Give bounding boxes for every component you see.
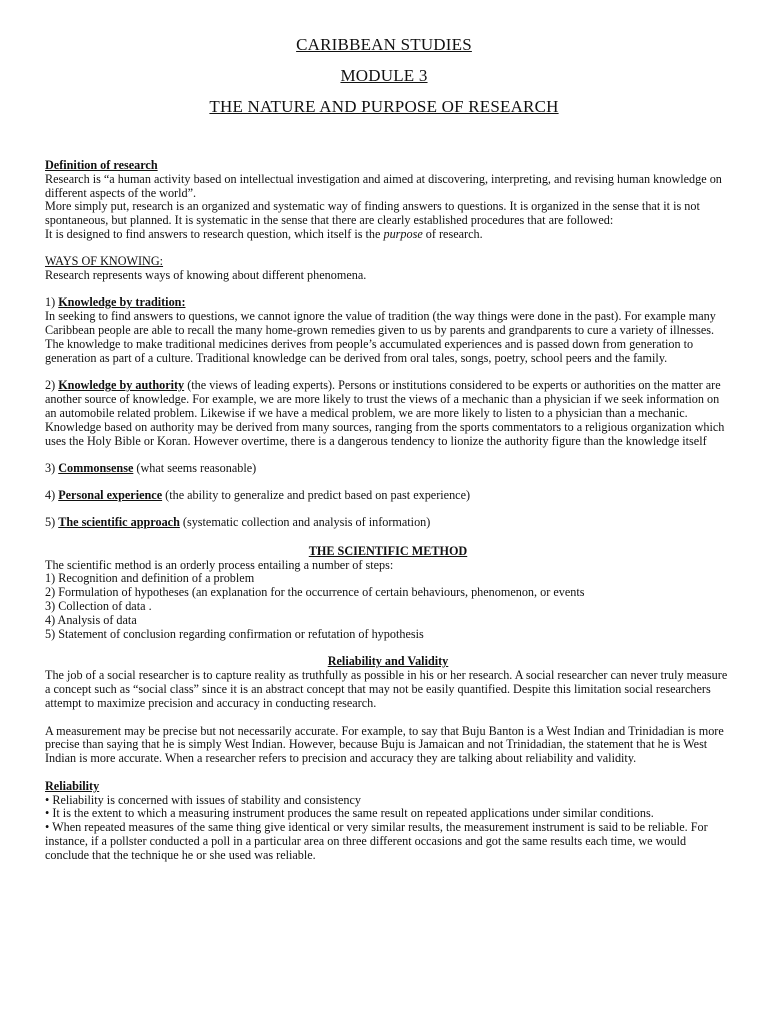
personal-text: (the ability to generalize and predict based on past experience) [162, 488, 471, 503]
commonsense-number: 3) [45, 461, 59, 476]
reliability-validity-paragraph-1: The job of a social researcher is to capture reality as truthfully as possible in his or her research. A social researcher can never truly measure a concept such as “social class” since it is an abstract concept that may not be easily quantified. Despite this limitation social researchers attempt to maximize precision and accuracy in conducting research. [45, 668, 728, 710]
commonsense-text: (what seems reasonable) [133, 461, 257, 476]
tradition-title: Knowledge by tradition: [58, 295, 186, 310]
tradition-number: 1) [45, 295, 59, 310]
topic-title: THE NATURE AND PURPOSE OF RESEARCH [209, 97, 559, 116]
personal-experience-item [45, 489, 731, 503]
reliability-validity-paragraph-2: A measurement may be precise but not necessarily accurate. For example, to say that Buju Banton is a West Indian and Trinidadian is more precise than saying that he is simply West Indian. However, because Buju is Jamaican and not Trinidadian, the statement that he is West Indian is more accurate. When a researcher refers to precision and accuracy they are talking about reliability and validity. [45, 723, 724, 766]
personal-title: Personal experience [58, 488, 163, 503]
definition-paragraph-1: Research is “a human activity based on intellectual investigation and aimed at discovering, interpreting, and revising human knowledge on different aspects of the world”. [45, 171, 722, 200]
authority-number: 2) [45, 378, 59, 393]
definition-paragraph-2: More simply put, research is an organized and systematic way of finding answers to questions. It is organized in the sense that it is not spontaneous, but planned. It is systematic in the sense that there are clearly established procedures that are followed: [45, 199, 700, 228]
scientific-approach-item [45, 516, 731, 530]
document-body [45, 159, 731, 863]
purpose-text-before: It is designed to find answers to research question, which itself is the [45, 226, 384, 241]
ways-intro: Research represents ways of knowing about different phenomena. [45, 267, 367, 282]
reliability-bullet: • When repeated measures of the same thing give identical or very similar results, the measurement instrument is said to be reliable. For instance, if a pollster conducted a poll in a particular area on three different occasions and got the same results each time, we would conclude that the technique he or she used was reliable. [45, 820, 708, 862]
method-step: 5) Statement of conclusion regarding confirmation or refutation of hypothesis [45, 626, 424, 641]
tradition-paragraph: In seeking to find answers to questions, we cannot ignore the value of tradition (the way things were done in the past). For example many Caribbean people are able to recall the many home-grown remedies given to us by parents and grandparents to cure a variety of illnesses. The knowledge to make traditional medicines derives from people’s accumulated experiences and is passed down from generation to generation as part of a culture. Traditional knowledge can be derived from oral tales, songs, poetry, school peers and the family. [45, 309, 716, 365]
scientific-text: (systematic collection and analysis of information) [179, 514, 431, 529]
scientific-title: The scientific approach [58, 514, 180, 529]
scientific-method-heading: THE SCIENTIFIC METHOD [308, 543, 468, 558]
module-title: MODULE 3 [340, 66, 428, 85]
method-step: 2) Formulation of hypotheses (an explanation for the occurrence of certain behaviours, phenomenon, or events [45, 585, 585, 600]
ways-heading: WAYS OF KNOWING: [45, 253, 164, 268]
scientific-method-intro: The scientific method is an orderly process entailing a number of steps: [45, 557, 394, 572]
course-title: CARIBBEAN STUDIES [296, 35, 472, 54]
method-step: 1) Recognition and definition of a problem [45, 571, 255, 586]
commonsense-title: Commonsense [58, 461, 134, 476]
authority-text: (the views of leading experts). Persons or institutions considered to be experts or authorities on the matter are another source of knowledge. For example, we are more likely to trust the views of a mechanic than a physician if we seek information on an automobile related problem. Likewise if we have a medical problem, we are more likely to listen to a physician than a mechanic. Knowledge based on authority may be derived from many sources, ranging from the sports commentators to a religious organization which uses the Holy Bible or Koran. However overtime, there is a dangerous tendency to lionize the authority figure than the knowledge itself [45, 378, 725, 448]
commonsense-item [45, 462, 731, 476]
reliability-heading: Reliability [45, 778, 100, 793]
method-step: 3) Collection of data . [45, 598, 152, 613]
authority-paragraph [45, 379, 731, 448]
reliability-bullet: • It is the extent to which a measuring instrument produces the same result on repeated applications under similar conditions. [45, 806, 654, 821]
definition-heading: Definition of research [45, 158, 158, 172]
title-block [0, 36, 768, 129]
method-step: 4) Analysis of data [45, 612, 137, 627]
purpose-text-after: of research. [422, 226, 483, 241]
authority-title: Knowledge by authority [58, 378, 185, 393]
scientific-number: 5) [45, 514, 59, 529]
reliability-bullet: • Reliability is concerned with issues of stability and consistency [45, 792, 362, 807]
reliability-validity-heading: Reliability and Validity [327, 654, 449, 669]
tradition-heading [45, 296, 731, 310]
purpose-word: purpose [383, 226, 423, 241]
personal-number: 4) [45, 488, 59, 503]
definition-paragraph-3 [45, 228, 731, 242]
